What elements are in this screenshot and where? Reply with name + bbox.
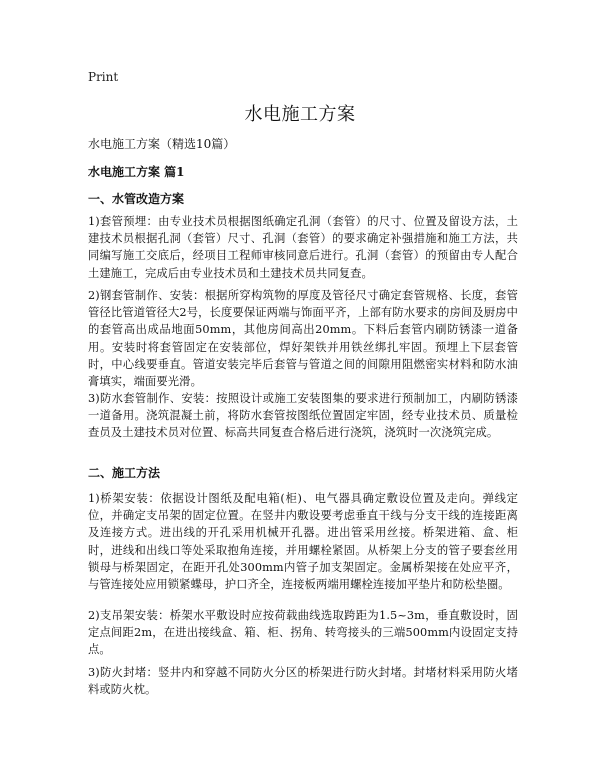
section-2-heading: 二、施工方法 xyxy=(88,466,161,480)
page-title: 水电施工方案 xyxy=(244,104,356,125)
section-2-paragraph-2: 2)支吊架安装：桥架水平敷设时应按荷载曲线选取跨距为1.5~3m，垂直敷设时，固定点间距2m，在进出接线盒、箱、柜、拐角、转弯接头的三端500mm内设固定支持点。 xyxy=(88,609,518,657)
print-link[interactable]: Print xyxy=(88,70,119,84)
section-2-paragraph-1: 1)桥架安装：依据设计图纸及配电箱(柜)、电气器具确定敷设位置及走向。弹线定位，并确定支吊架的固定位置。在竖井内敷设要考虑垂直干线与分支干线的连接距离及连接方式。进出线的开孔采用机械开孔器。进出管采用丝接。桥架进箱、盒、柜时，进线和出线口等处采取抱角连接，并用螺栓紧固。从桥架上分支的管子要套丝用锁母与桥架固定，在距开孔处300mm内管子加支架固定。金属桥架接在处应平齐，与管连接处应用锁紧蝶母，护口齐全，连接板两端用螺栓连接加平垫片和防松垫圈。 xyxy=(88,492,518,592)
section-1-paragraph-1: 1)套管预埋：由专业技术员根据图纸确定孔洞（套管）的尺寸、位置及留设方法，土建技术员根据孔洞（套管）尺寸、孔洞（套管）的要求确定补强措施和施工方法，共同编写施工交底后，经项目工程师审核同意后进行。孔洞（套管）的预留由专人配合土建施工，完成后由专业技术员和土建技术员共同复查。 xyxy=(88,215,518,280)
chapter-heading: 水电施工方案 篇1 xyxy=(88,165,185,179)
section-2-paragraph-3: 3)防火封堵：竖井内和穿越不同防火分区的桥架进行防火封堵。封堵材料采用防火堵料或防火枕。 xyxy=(88,666,518,697)
section-1-heading: 一、水管改造方案 xyxy=(88,192,185,206)
section-1-paragraph-3: 3)防水套管制作、安装：按照设计或施工安装图集的要求进行预制加工，内刷防锈漆一道备用。浇筑混凝土前，将防水套管按图纸位置固定牢固，经专业技术员、质量检查员及土建技术员对位置、标高共同复查合格后进行浇筑，浇筑时一次浇筑完成。 xyxy=(88,392,518,440)
section-1-paragraph-2: 2)钢套管制作、安装：根据所穿构筑物的厚度及管径尺寸确定套管规格、长度，套管管径比管道管径大2号，长度要保证两端与饰面平齐，上部有防水要求的房间及厨房中的套管高出成品地面50mm，其他房间高出20mm。下料后套管内刷防锈漆一道备用。安装时将套管固定在安装部位，焊好架铁并用铁丝绑扎牢固。预埋上下层套管时，中心线要垂直。管道安装完毕后套管与管道之间的间隙用阻燃密实材料和防水油膏填实，端面要光滑。 xyxy=(88,289,518,389)
document-subtitle: 水电施工方案（精选10篇） xyxy=(88,137,236,151)
